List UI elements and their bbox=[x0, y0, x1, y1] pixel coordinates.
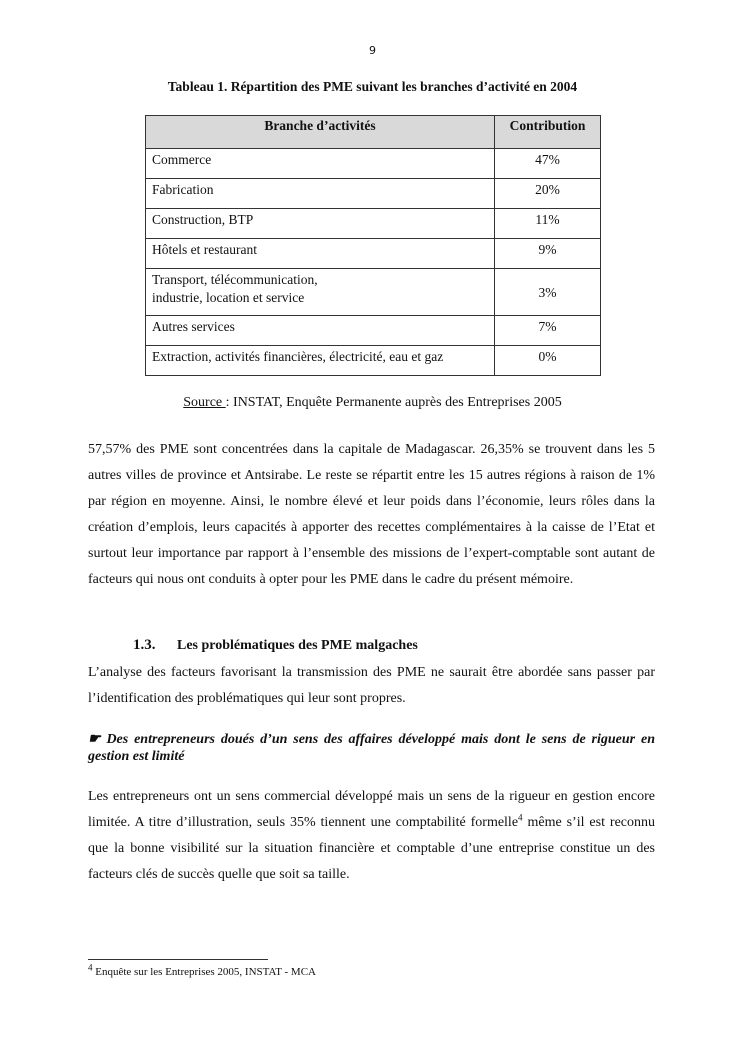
paragraph-text: Les entrepreneurs ont un sens commercial développé mais un sens de la rigueur en gestion encore limitée. A titre d’illustration, seuls 35% tiennent une comptabilité formelle bbox=[88, 789, 655, 830]
contribution-cell: 11% bbox=[495, 209, 601, 239]
footnote-number: 4 bbox=[88, 962, 93, 973]
contribution-cell: 3% bbox=[495, 269, 601, 316]
section-title: Les problématiques des PME malgaches bbox=[177, 638, 418, 653]
header-branch: Branche d’activités bbox=[146, 116, 495, 149]
footnote-text: Enquête sur les Entreprises 2005, INSTAT - MCA bbox=[92, 966, 316, 978]
header-contribution: Contribution bbox=[495, 116, 601, 149]
table-row bbox=[146, 316, 601, 346]
table-row bbox=[146, 209, 601, 239]
table-row bbox=[146, 346, 601, 376]
table-row bbox=[146, 239, 601, 269]
contribution-cell: 0% bbox=[495, 346, 601, 376]
branch-cell: Construction, BTP bbox=[146, 209, 495, 239]
footnote-divider bbox=[88, 959, 268, 960]
bullet-heading-text: Des entrepreneurs doués d’un sens des affaires développé mais dont le sens de rigueur en gestion est limité bbox=[88, 732, 656, 764]
contribution-cell: 9% bbox=[495, 239, 601, 269]
bullet-heading bbox=[88, 731, 655, 765]
branch-cell: Fabrication bbox=[146, 179, 495, 209]
branch-cell: Autres services bbox=[146, 316, 495, 346]
table-row bbox=[146, 269, 601, 316]
branch-cell: Hôtels et restaurant bbox=[146, 239, 495, 269]
branch-cell: Transport, télécommunication, industrie, location et service bbox=[146, 269, 495, 316]
paragraph bbox=[88, 784, 655, 888]
branch-cell: Extraction, activités financières, électricité, eau et gaz bbox=[146, 346, 495, 376]
contribution-cell: 7% bbox=[495, 316, 601, 346]
table-header-row bbox=[146, 116, 601, 149]
paragraph: L’analyse des facteurs favorisant la transmission des PME ne saurait être abordée sans passer par l’identification des problématiques qui leur sont propres. bbox=[88, 665, 655, 706]
table-title: Tableau 1. Répartition des PME suivant les branches d’activité en 2004 bbox=[167, 79, 578, 94]
table-row bbox=[146, 179, 601, 209]
section-heading bbox=[133, 637, 418, 654]
page-number: 9 bbox=[369, 44, 376, 57]
branch-cell: Commerce bbox=[146, 149, 495, 179]
footnote-ref[interactable]: 4 bbox=[518, 812, 523, 823]
paragraph: 57,57% des PME sont concentrées dans la capitale de Madagascar. 26,35% se trouvent dans les 5 autres villes de province et Antsirabe. Le reste se répartit entre les 15 autres régions à raison de 1% par région en moyenne. Ainsi, le nombre élevé et leur poids dans l’économie, leurs rôles dans la création d’emplois, leurs capacités à apporter des recettes complémentaires à la caisse de l’Etat et surtout leur importance par rapport à l’ensemble des missions de l’expert-comptable sont autant de facteurs qui nous ont conduits à opter pour les PME dans le cadre du présent mémoire. bbox=[88, 442, 655, 587]
source-text: : INSTAT, Enquête Permanente auprès des Entreprises 2005 bbox=[225, 395, 562, 410]
contribution-cell: 47% bbox=[495, 149, 601, 179]
branch-table bbox=[145, 115, 601, 376]
footnote bbox=[88, 962, 316, 978]
source-label: Source bbox=[183, 395, 226, 410]
section-number: 1.3. bbox=[133, 637, 156, 653]
paragraph-text: même s’il est reconnu que la bonne visibilité sur la situation financière et comptable d’une entreprise constitue un des facteurs clés de succès quelle que soit sa taille. bbox=[88, 815, 655, 882]
table-row bbox=[146, 149, 601, 179]
pointing-hand-icon: ☛ bbox=[88, 732, 101, 747]
contribution-cell: 20% bbox=[495, 179, 601, 209]
table-source bbox=[0, 395, 745, 411]
